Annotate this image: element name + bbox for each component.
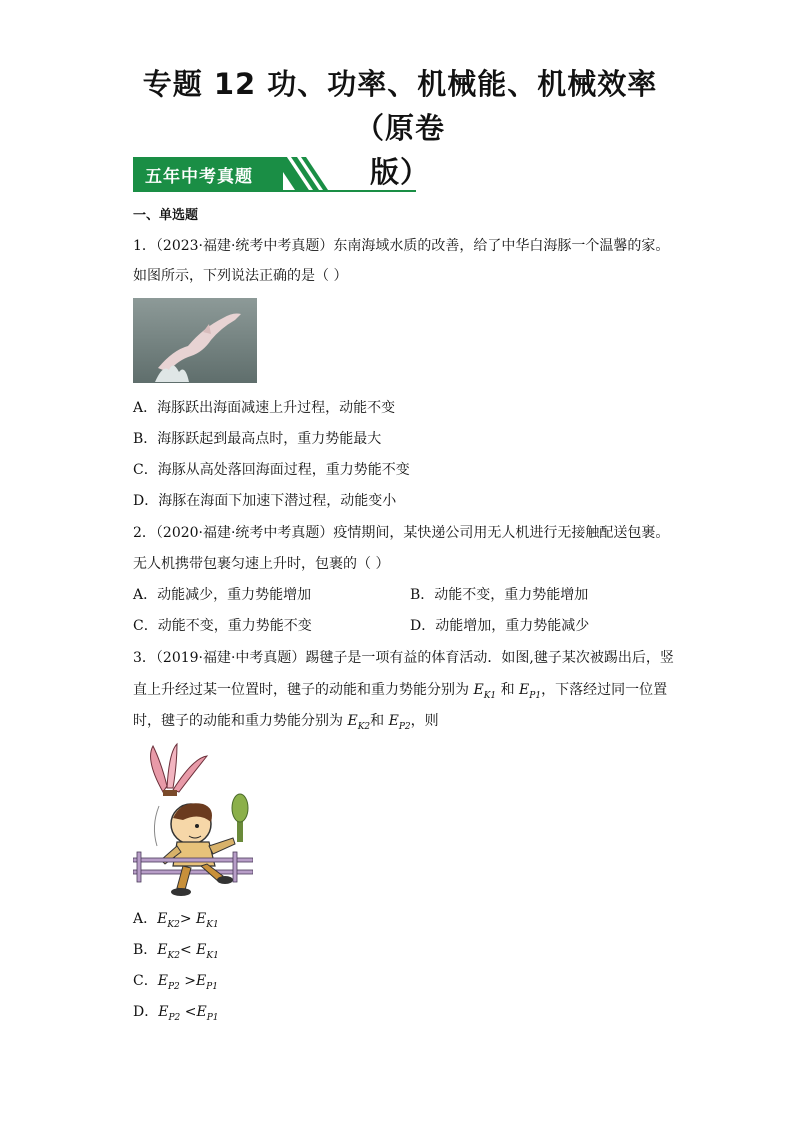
q2-option-c: C．动能不变，重力势能不变 [133, 618, 312, 634]
q3-option-d: D．$E_{P2} <E_{P1}$ [133, 1004, 219, 1023]
q3-option-c: C．$E_{P2} >E_{P1}$ [133, 973, 218, 992]
q1-option-d: D．海豚在海面下加速下潜过程，动能变小 [133, 493, 397, 509]
q1-stem-line2: 如图所示，下列说法正确的是（ ） [133, 268, 348, 284]
q1-option-c: C．海豚从高处落回海面过程，重力势能不变 [133, 462, 410, 478]
banner-stripes-icon [273, 157, 423, 193]
q2-option-b: B．动能不变，重力势能增加 [410, 587, 589, 603]
q3-stem-line2: 直上升经过某一位置时，毽子的动能和重力势能分别为 $E_{K1}$ 和 $E_{P1}$，下落经过同一位置 [133, 682, 668, 701]
dolphin-image [133, 298, 257, 383]
q1-stem-line1: 1．（2023·福建·统考中考真题）东南海域水质的改善，给了中华白海豚一个温馨的家。 [133, 238, 670, 254]
q1-option-a: A．海豚跃出海面减速上升过程，动能不变 [133, 400, 396, 416]
q2-option-d: D．动能增加，重力势能减少 [410, 618, 590, 634]
q3-stem-line1: 3．（2019·福建·中考真题）踢毽子是一项有益的体育活动．如图,毽子某次被踢出后，竖 [133, 650, 674, 666]
title-line-1: 专题 12 功、功率、机械能、机械效率（原卷 [142, 67, 658, 145]
shuttlecock-kicking-image [133, 742, 253, 898]
q3-stem-line3: 时，毽子的动能和重力势能分别为 $E_{K2}$和 $E_{P2}$，则 [133, 713, 439, 732]
q3-option-b: B．$E_{K2}< E_{K1}$ [133, 942, 219, 961]
q3-option-a: A．$E_{K2}> E_{K1}$ [133, 911, 219, 930]
q2-option-a: A．动能减少，重力势能增加 [133, 587, 312, 603]
section-heading: 一、单选题 [133, 208, 199, 223]
q2-stem-line2: 无人机携带包裹匀速上升时，包裹的（ ） [133, 556, 390, 572]
q2-stem-line1: 2．（2020·福建·统考中考真题）疫情期间，某快递公司用无人机进行无接触配送包裹。 [133, 525, 670, 541]
banner-label: 五年中考真题 [145, 167, 253, 187]
title-line-2: 版） [369, 155, 430, 189]
q1-option-b: B．海豚跃起到最高点时，重力势能最大 [133, 431, 382, 447]
section-banner [133, 157, 416, 193]
banner-rule [133, 190, 416, 192]
